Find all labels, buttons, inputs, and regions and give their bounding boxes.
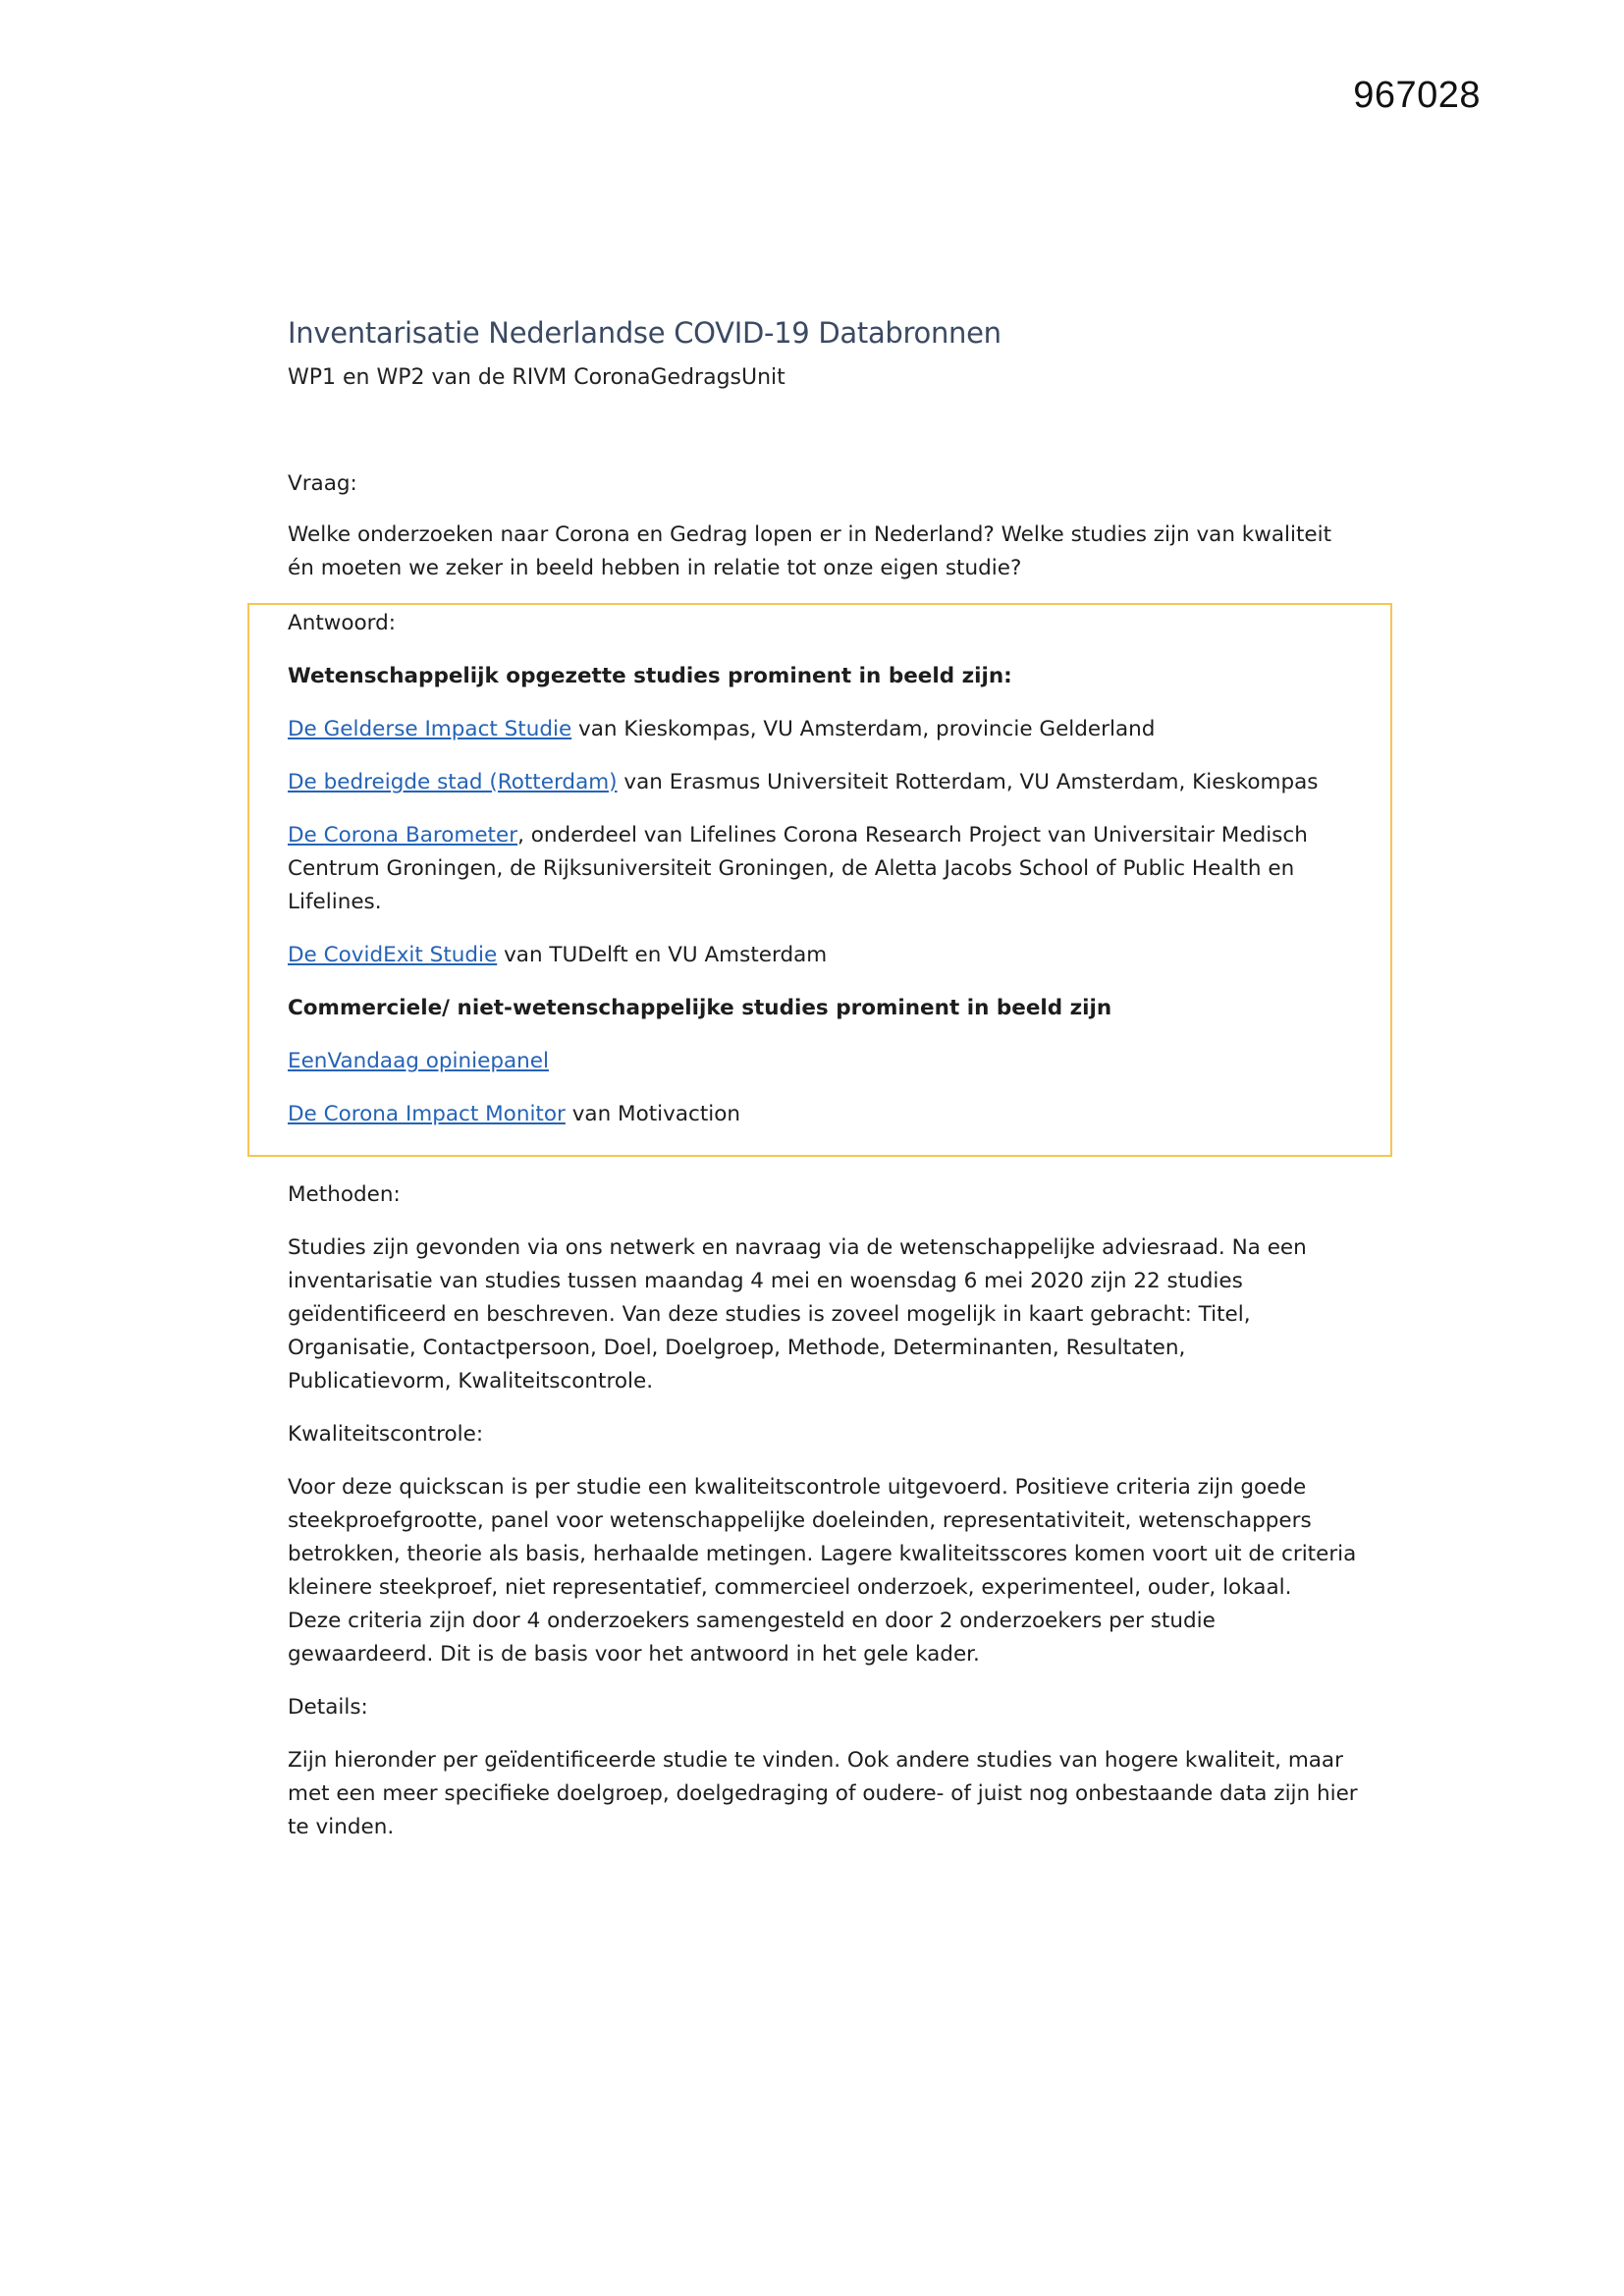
methods-line: Publicatievorm, Kwaliteitscontrole. [288,1369,654,1394]
study-description: van Erasmus Universiteit Rotterdam, VU Amsterdam, Kieskompas [617,770,1319,794]
answer-label: Antwoord: [288,611,397,635]
study-item [288,1098,740,1132]
study-link-covidexit[interactable]: De CovidExit Studie [288,943,498,967]
study-link-corona-barometer[interactable]: De Corona Barometer [288,823,518,847]
methods-line: Studies zijn gevonden via ons netwerk en navraag via de wetenschappelijke adviesraad. Na een [288,1235,1307,1260]
study-item [288,1045,549,1079]
methods-line: inventarisatie van studies tussen maandag 4 mei en woensdag 6 mei 2020 zijn 22 studies [288,1269,1243,1293]
question-text-line: Welke onderzoeken naar Corona en Gedrag lopen er in Nederland? Welke studies zijn van kwaliteit [288,522,1332,547]
details-line: te vinden. [288,1815,395,1839]
methods-label: Methoden: [288,1182,401,1207]
study-description-line: Centrum Groningen, de Rijksuniversiteit Groningen, de Aletta Jacobs School of Public Health en [288,856,1295,881]
study-description: van Kieskompas, VU Amsterdam, provincie Gelderland [571,717,1156,741]
question-text-line: én moeten we zeker in beeld hebben in relatie tot onze eigen studie? [288,556,1022,580]
study-description: van Motivaction [565,1102,741,1126]
quality-line: Voor deze quickscan is per studie een kwaliteitscontrole uitgevoerd. Positieve criteria zijn goede [288,1475,1307,1500]
methods-line: Organisatie, Contactpersoon, Doel, Doelgroep, Methode, Determinanten, Resultaten, [288,1336,1186,1360]
document-title: Inventarisatie Nederlandse COVID-19 Databronnen [288,316,1001,350]
study-item [288,939,827,973]
study-link-corona-impact-monitor[interactable]: De Corona Impact Monitor [288,1102,566,1126]
commercial-studies-heading: Commerciele/ niet-wetenschappelijke studies prominent in beeld zijn [288,996,1112,1020]
study-item [288,819,1308,853]
quality-line: Deze criteria zijn door 4 onderzoekers samengesteld en door 2 onderzoekers per studie [288,1609,1216,1633]
details-label: Details: [288,1695,368,1720]
study-link-bedreigde-stad[interactable]: De bedreigde stad (Rotterdam) [288,770,618,794]
study-item [288,766,1318,800]
study-description: van TUDelft en VU Amsterdam [497,943,828,967]
study-link-eenvandaag[interactable]: EenVandaag opiniepanel [288,1049,550,1073]
quality-line: steekproefgrootte, panel voor wetenschappelijke doeleinden, representativiteit, wetenschappers [288,1508,1312,1533]
quality-line: betrokken, theorie als basis, herhaalde metingen. Lagere kwaliteitsscores komen voort uit de criteria [288,1542,1357,1566]
quality-label: Kwaliteitscontrole: [288,1422,484,1447]
quality-line: kleinere steekproef, niet representatief, commercieel onderzoek, experimenteel, ouder, lokaal. [288,1575,1292,1600]
document-id: 967028 [1353,75,1481,116]
scientific-studies-heading: Wetenschappelijk opgezette studies prominent in beeld zijn: [288,664,1012,688]
document-subtitle: WP1 en WP2 van de RIVM CoronaGedragsUnit [288,365,785,390]
quality-line: gewaardeerd. Dit is de basis voor het antwoord in het gele kader. [288,1642,980,1667]
study-description-line: Lifelines. [288,890,382,914]
methods-line: geïdentificeerd en beschreven. Van deze studies is zoveel mogelijk in kaart gebracht: Titel, [288,1302,1251,1327]
study-description: , onderdeel van Lifelines Corona Research Project van Universitair Medisch [517,823,1308,847]
details-line: Zijn hieronder per geïdentificeerde studie te vinden. Ook andere studies van hogere kwaliteit, maar [288,1748,1343,1773]
study-link-gelderse-impact[interactable]: De Gelderse Impact Studie [288,717,572,741]
question-label: Vraag: [288,471,357,496]
details-line: met een meer specifieke doelgroep, doelgedraging of oudere- of juist nog onbestaande data zijn hier [288,1781,1358,1806]
study-item [288,713,1155,747]
